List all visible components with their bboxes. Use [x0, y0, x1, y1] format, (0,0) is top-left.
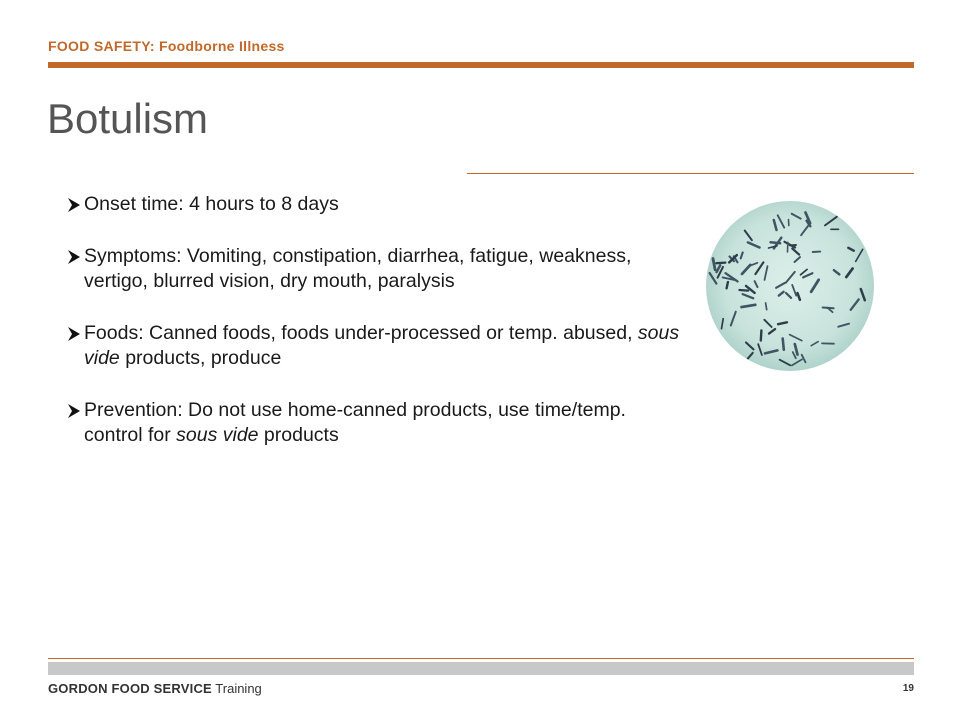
bullet-text: Symptoms: Vomiting, constipation, diarrhea, fatigue, weakness, vertigo, blurred vision, dry mouth, paralysis	[84, 245, 632, 292]
footer-suffix: Training	[211, 681, 262, 696]
footer-label	[48, 681, 262, 696]
arrow-bullet-icon	[66, 403, 82, 419]
bullet-text: Foods: Canned foods, foods under-processed or temp. abused,	[84, 322, 638, 344]
bacterium-rod	[766, 303, 767, 310]
bullet-text-italic: sous vide	[84, 322, 680, 369]
bullet-text-italic: sous vide	[176, 424, 259, 446]
bacterium-rod	[823, 308, 834, 309]
bullet-item	[66, 398, 686, 448]
bottom-gray-bar	[48, 662, 914, 675]
title-underline	[467, 173, 914, 174]
bacterium-rod	[727, 282, 728, 288]
bullet-text: products, produce	[119, 347, 282, 369]
bullet-item	[66, 321, 686, 371]
bacterium-rod	[761, 330, 762, 340]
bacterium-rod	[783, 339, 784, 350]
bacteria-micrograph-icon	[705, 200, 875, 372]
microscope-field	[706, 201, 874, 371]
arrow-bullet-icon	[66, 326, 82, 342]
bullet-item	[66, 244, 686, 294]
arrow-bullet-icon	[66, 249, 82, 265]
bullet-item	[66, 192, 686, 217]
footer-brand: GORDON FOOD SERVICE	[48, 681, 212, 696]
bacterium-rod	[739, 290, 748, 291]
bullet-text: products	[258, 424, 339, 446]
top-accent-rule	[48, 62, 914, 68]
bacterium-rod	[716, 263, 725, 264]
page-number: 19	[902, 683, 914, 694]
slide-title: Botulism	[47, 95, 209, 142]
bullet-text: Onset time: 4 hours to 8 days	[84, 193, 339, 215]
bullet-text: Prevention: Do not use home-canned products, use time/temp. control for	[84, 399, 626, 446]
bullet-list	[66, 192, 686, 475]
bottom-accent-rule	[48, 658, 914, 659]
section-kicker: FOOD SAFETY: Foodborne Illness	[48, 38, 285, 54]
arrow-bullet-icon	[66, 197, 82, 213]
